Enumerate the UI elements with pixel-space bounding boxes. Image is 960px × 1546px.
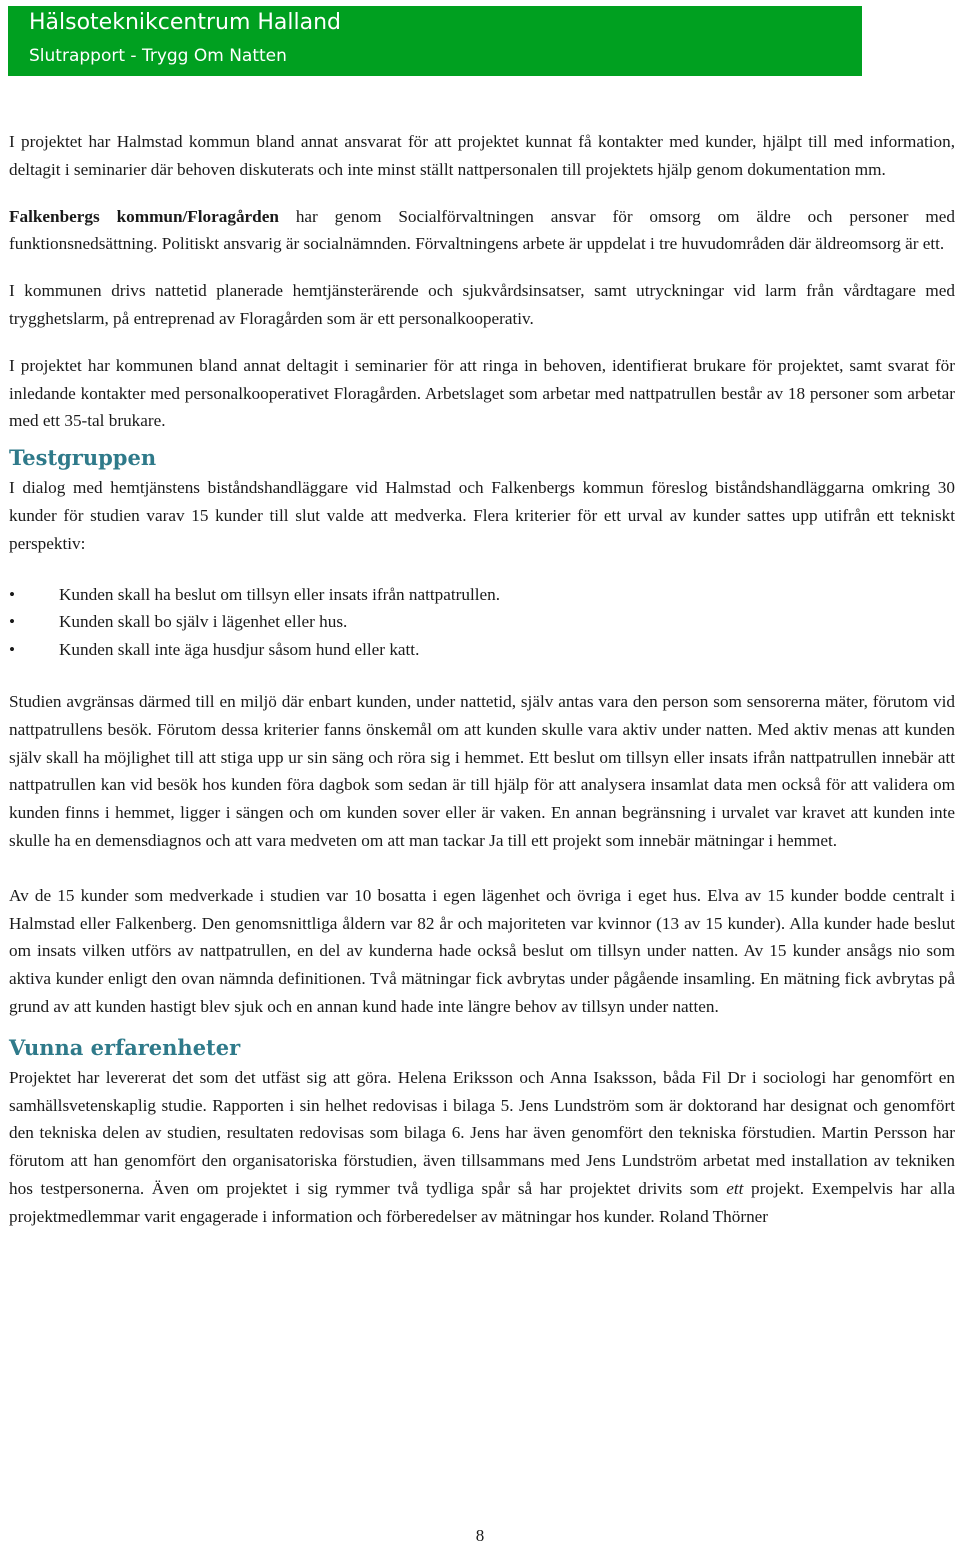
header-subtitle: Slutrapport - Trygg Om Natten — [29, 46, 287, 66]
falkenberg-text: har genom Socialförvaltningen ansvar för omsorg om äldre och personer med funktionsnedsättning. Politiskt ansvarig är socialnämnden. Förvaltningens arbete är uppdelat i tre huvudområden där äldreomsorg är ett. — [9, 206, 955, 254]
paragraph-municipality-participation: I projektet har kommunen bland annat deltagit i seminarier för att ringa in behoven, identifierat brukare för projektet, samt svarat för inledande kontakter med personalkooperativet Floragården. Arbetslaget som arbetar med nattpatrullen består av 18 personer som arbetar med ett 35-tal brukare. — [9, 355, 955, 431]
paragraph-deliverables — [9, 1064, 955, 1231]
heading-vunna-erfarenheter: Vunna erfarenheter — [9, 1034, 241, 1060]
header-title: Hälsoteknikcentrum Halland — [29, 10, 342, 35]
criteria-item: • Kunden skall inte äga husdjur såsom hund eller katt. — [9, 636, 955, 664]
deliverables-text-b: projekt. Exempelvis har alla projektmedlemmar varit engagerade i information och förberedelser av mätningar hos kunder. Roland Thörner — [9, 1178, 955, 1226]
paragraph-falkenberg — [9, 203, 955, 259]
paragraph-test-group: I dialog med hemtjänstens biståndshandläggare vid Halmstad och Falkenbergs kommun föreslog biståndshandläggarna omkring 30 kunder för studien varav 15 kunder till slut valde att medverka. Flera kriterier för ett urval av kunder sattes upp utifrån ett tekniskt perspektiv: — [9, 478, 955, 553]
deliverables-italic: ett — [726, 1178, 744, 1198]
deliverables-text-a: Projektet har levererat det som det utfäst sig att göra. Helena Eriksson och Anna Isaksson, båda Fil Dr i sociologi har genomfört en samhällsvetenskaplig studie. Rapporten i sin helhet redovisas i bilaga 5. Jens Lundström som är doktorand har designat och genomfört den tekniska delen av studien, resultaten redovisas som bilaga 6. Jens har även genomfört den tekniska förstudien. Martin Persson har förutom att han genomfört den organisatoriska förstudien, även tillsammans med Jens Lundström arbetat med installation av tekniken hos testpersonerna. Även om projektet i sig rymmer två tydliga spår så har projektet drivits som — [9, 1067, 955, 1198]
paragraph-participants: Av de 15 kunder som medverkade i studien var 10 bosatta i egen lägenhet och övriga i eget hus. Elva av 15 kunder bodde centralt i Halmstad eller Falkenberg. Den genomsnittliga åldern var 82 år och majoriteten var kvinnor (13 av 15 kunder). Alla kunder hade beslut om insats vilken utförs av nattpatrullen, en del av kunderna hade också beslut om tillsyn under natten. Av 15 kunder ansågs nio som aktiva kunder enligt den ovan nämnda definitionen. Två mätningar fick avbrytas under pågående insamling. En mätning fick avbrytas på grund av att kunden hastigt blev sjuk och en annan kund hade inte längre behov av tillsyn under natten. — [9, 885, 955, 1016]
criteria-item: • Kunden skall bo själv i lägenhet eller hus. — [9, 608, 955, 636]
document-body — [9, 128, 955, 1231]
criteria-list — [9, 581, 955, 664]
falkenberg-bold-name: Falkenbergs kommun/Floragården — [9, 206, 279, 226]
paragraph-study-limits: Studien avgränsas därmed till en miljö där enbart kunden, under nattetid, själv antas vara den person som sensorerna mäter, förutom vid nattpatrullens besök. Förutom dessa kriterier fanns önskemål om att kunden skulle vara aktiv under natten. Med aktiv menas att kunden själv skall ha möjlighet till att stiga upp ur sin säng och röra sig i hemmet. Ett beslut om tillsyn eller insats ifrån nattpatrullen innebär att nattpatrullen kan vid besök hos kunden föra dagbok som sedan är till hjälp för att analysera insamlat data men också för att validera om kunden finns i hemmet, ligger i sängen och om kunden sover eller är vaken. En annan begränsning i urvalet var kravet att kunden inte skulle ha en demensdiagnos och att vara medveten om att man tackar Ja till ett projekt som innebär mätningar i hemmet. — [9, 691, 955, 850]
page-header — [8, 6, 862, 76]
paragraph-halmstad-role: I projektet har Halmstad kommun bland annat ansvarat för att projektet kunnat få kontakter med kunder, hjälpt till med information, deltagit i seminarier där behoven diskuterats och inte minst ställt nattpersonalen till projektets hjälp genom dokumentation mm. — [9, 132, 955, 179]
page-number: 8 — [475, 1526, 485, 1545]
criteria-item: • Kunden skall ha beslut om tillsyn eller insats ifrån nattpatrullen. — [9, 581, 955, 609]
paragraph-night-services: I kommunen drivs nattetid planerade hemtjänsterärende och sjukvårdsinsatser, samt utryckningar vid larm från vårdtagare med trygghetslarm, på entreprenad av Floragården som är ett personalkooperativ. — [9, 281, 955, 328]
heading-testgruppen: Testgruppen — [9, 445, 157, 471]
